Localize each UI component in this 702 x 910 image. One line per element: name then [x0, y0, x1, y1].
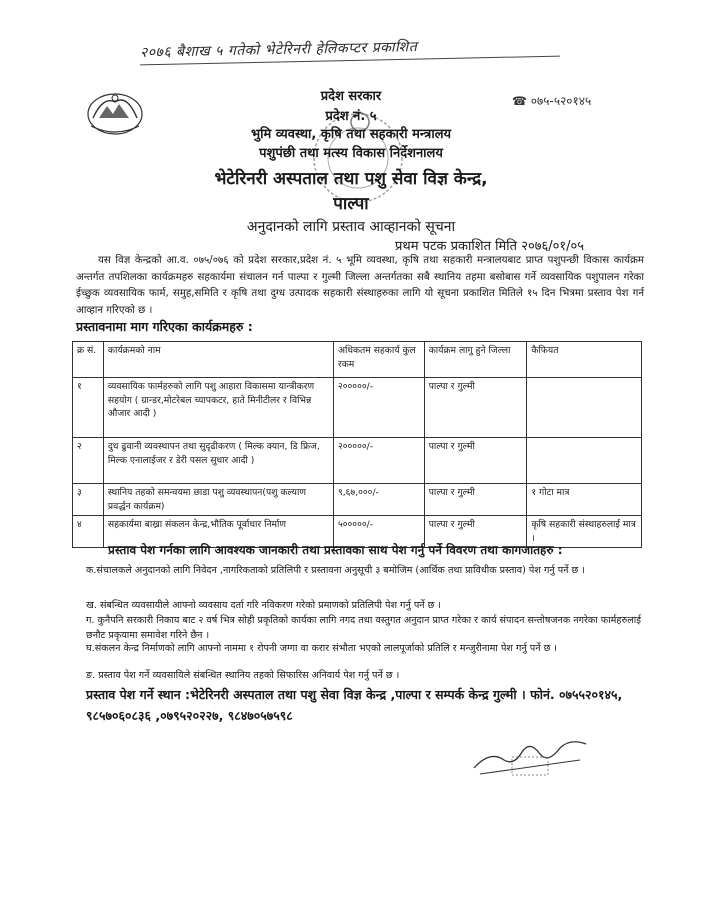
header-office-name: भेटेरिनरी अस्पताल तथा पशु सेवा विज्ञ केन्द्र,	[214, 169, 488, 189]
cell-sn: २	[73, 438, 104, 484]
col-header-amount: अधिकतम सहकार्य कुल रकम	[333, 342, 424, 378]
requirement-item: ङ. प्रस्ताव पेश गर्ने व्यवसायिले संबन्धित स्थानिय तहको सिफारिस अनिवार्य पेश गर्नु पर्ने छ ।	[86, 670, 400, 681]
programs-section-title: प्रस्तावनामा माग गरिएका कार्यक्रमहरु :	[76, 319, 253, 334]
cell-amount: ५०००००/-	[333, 516, 424, 548]
requirement-item: ग. कुनैपनि सरकारी निकाय बाट २ वर्ष भित्र सोही प्रकृतिको कार्यका लागि नगद तथा वस्तुगत अनुदान प्राप्त गरेका र कार्य संपादन सन्तोषजनक नगरेका फार्महरुलाई छनौट प्रकृयामा समावेश गरिने छैन ।	[86, 615, 641, 641]
programs-table	[72, 341, 642, 548]
cell-district: पाल्पा र गुल्मी	[424, 438, 527, 484]
cell-district: पाल्पा र गुल्मी	[424, 484, 527, 516]
phone-icon: ☎	[512, 94, 527, 108]
cell-remarks: १ गोटा मात्र	[527, 484, 642, 516]
col-header-sn: क्र सं.	[73, 342, 104, 378]
cell-amount: ९,६७,०००/-	[333, 484, 424, 516]
publication-date: प्रथम पटक प्रकाशित मिति २०७६/०१/०५	[395, 239, 585, 254]
col-header-program: कार्यक्रमको नाम	[103, 342, 333, 378]
cell-program: दुध ढुवानी व्यवस्थापन तथा सुदृढीकरण ( मिल्क क्यान, डि फ्रिज, मिल्क एनालाईजर र डेरी पसल सुधार आदी )	[103, 438, 333, 484]
cell-sn: ४	[73, 516, 104, 548]
table-row	[73, 484, 642, 516]
header-province-government: प्रदेश सरकार	[320, 89, 382, 104]
table-row	[73, 378, 642, 438]
small-stamp-mark	[510, 755, 550, 777]
cell-district: पाल्पा र गुल्मी	[424, 516, 527, 548]
cell-remarks: कृषि सहकारी संस्थाहरुलाई मात्र ।	[527, 516, 642, 548]
requirement-item: क.संचालकले अनुदानको लागि निवेदन ,नागरिकताको प्रतिलिपी र प्रस्तावना अनुसूची ३ बमोजिम (आर्थिक तथा प्राविधीक प्रस्ताव) पेश गर्नु पर्ने छ ।	[86, 565, 585, 576]
reference-number: ☎ ०७५-५२०१४५	[512, 94, 592, 108]
cell-amount: २०००००/-	[333, 438, 424, 484]
requirement-item: ख. संबन्धित व्यवसायीले आफ्नो व्यवसाय दर्ता गरि नविकरण गरेको प्रमाणको प्रतिलिपी पेश गर्नु पर्ने छ ।	[86, 600, 442, 611]
submission-place: प्रस्ताव पेश गर्ने स्थान :भेटेरिनरी अस्पताल तथा पशु सेवा विज्ञ केन्द्र ,पाल्पा र सम्पर्क केन्द्र गुल्मी । फोनं. ०७५५२०१४५, ९८५७०६०८३६ ,०७९५२०२२७, ९८४७०५७५९८	[86, 687, 623, 723]
cell-remarks	[527, 378, 642, 438]
table-row	[73, 438, 642, 484]
table-header-row	[73, 342, 642, 378]
header-directorate: पशुपंछी तथा मत्स्य विकास निर्देशनालय	[259, 146, 443, 161]
cell-sn: १	[73, 378, 104, 438]
header-province-number: प्रदेश नं. ५	[325, 109, 377, 124]
handwritten-note: २०७६ बैशाख ५ गतेको भेटेरिनरी हेलिकप्टर प्रकाशित	[139, 39, 418, 61]
cell-program: सहकार्यमा बाख्रा संकलन केन्द्र,भौतिक पूर्वाधार निर्माण	[103, 516, 333, 548]
cell-program: व्यवसायिक फार्महरुको लागि पशु आहारा विकासमा यान्त्रीकरण सहयोग ( ग्रान्डर,मोटरेबल च्यापकटर, हाते मिनीटीलर र विभिन्न औजार आदी )	[103, 378, 333, 438]
cell-amount: २०००००/-	[333, 378, 424, 438]
requirements-section-title: प्रस्ताव पेश गर्नका लागि आवश्यक जानकारी तथा प्रस्तावका साथ पेश गर्नु पर्ने विवरण तथा कागजातहरु :	[108, 543, 563, 557]
header-ministry: भुमि व्यवस्था, कृषि तथा सहकारी मन्त्रालय	[250, 127, 452, 142]
col-header-district: कार्यक्रम लागु हुने जिल्ला	[424, 342, 527, 378]
cell-program: स्थानिय तहको समन्वयमा छाडा पशु व्यवस्थापन(पशु कल्याण प्रवर्द्धन कार्यक्रम)	[103, 484, 333, 516]
col-header-remarks: कैफियत	[527, 342, 642, 378]
header-office-location: पाल्पा	[333, 194, 369, 214]
requirement-item: घ.संकलन केन्द्र निर्माणको लागि आफ्नो नाममा १ रोपनी जग्गा वा करार संभौता भएको लालपूर्जाको प्रतिलि र मन्जुरीनामा पेश गर्नु पर्ने छ ।	[86, 643, 557, 654]
intro-paragraph: यस विज्ञ केन्द्रको आ.व. ०७५/०७६ को प्रदेश सरकार,प्रदेश नं. ५ भूमि व्यवस्था, कृषि तथा सहकारी मन्त्रालयबाट प्राप्त पशुपन्छी विकास कार्यक्रम अन्तर्गत तपशिलका कार्यक्रमहरु सहकार्यमा संचालन गर्न पाल्पा र गुल्मी जिल्ला अन्तर्गतका सबै स्थानिय तहमा बसोबास गर्ने व्यवसायिक पशुपालन गरेका ईच्छुक व्यवसायिक फार्म, समुह,समिति र कृषि तथा दुग्ध उत्पादक सहकारी संस्थाहरुका लागि यो सूचना प्रकाशित मितिले १५ दिन भित्रमा प्रस्ताव पेश गर्न आव्हान गरिएको छ ।	[76, 255, 644, 316]
cell-remarks	[527, 438, 642, 484]
notice-title: अनुदानको लागि प्रस्ताव आव्हानको सूचना	[246, 219, 456, 235]
cell-sn: ३	[73, 484, 104, 516]
cell-district: पाल्पा र गुल्मी	[424, 378, 527, 438]
